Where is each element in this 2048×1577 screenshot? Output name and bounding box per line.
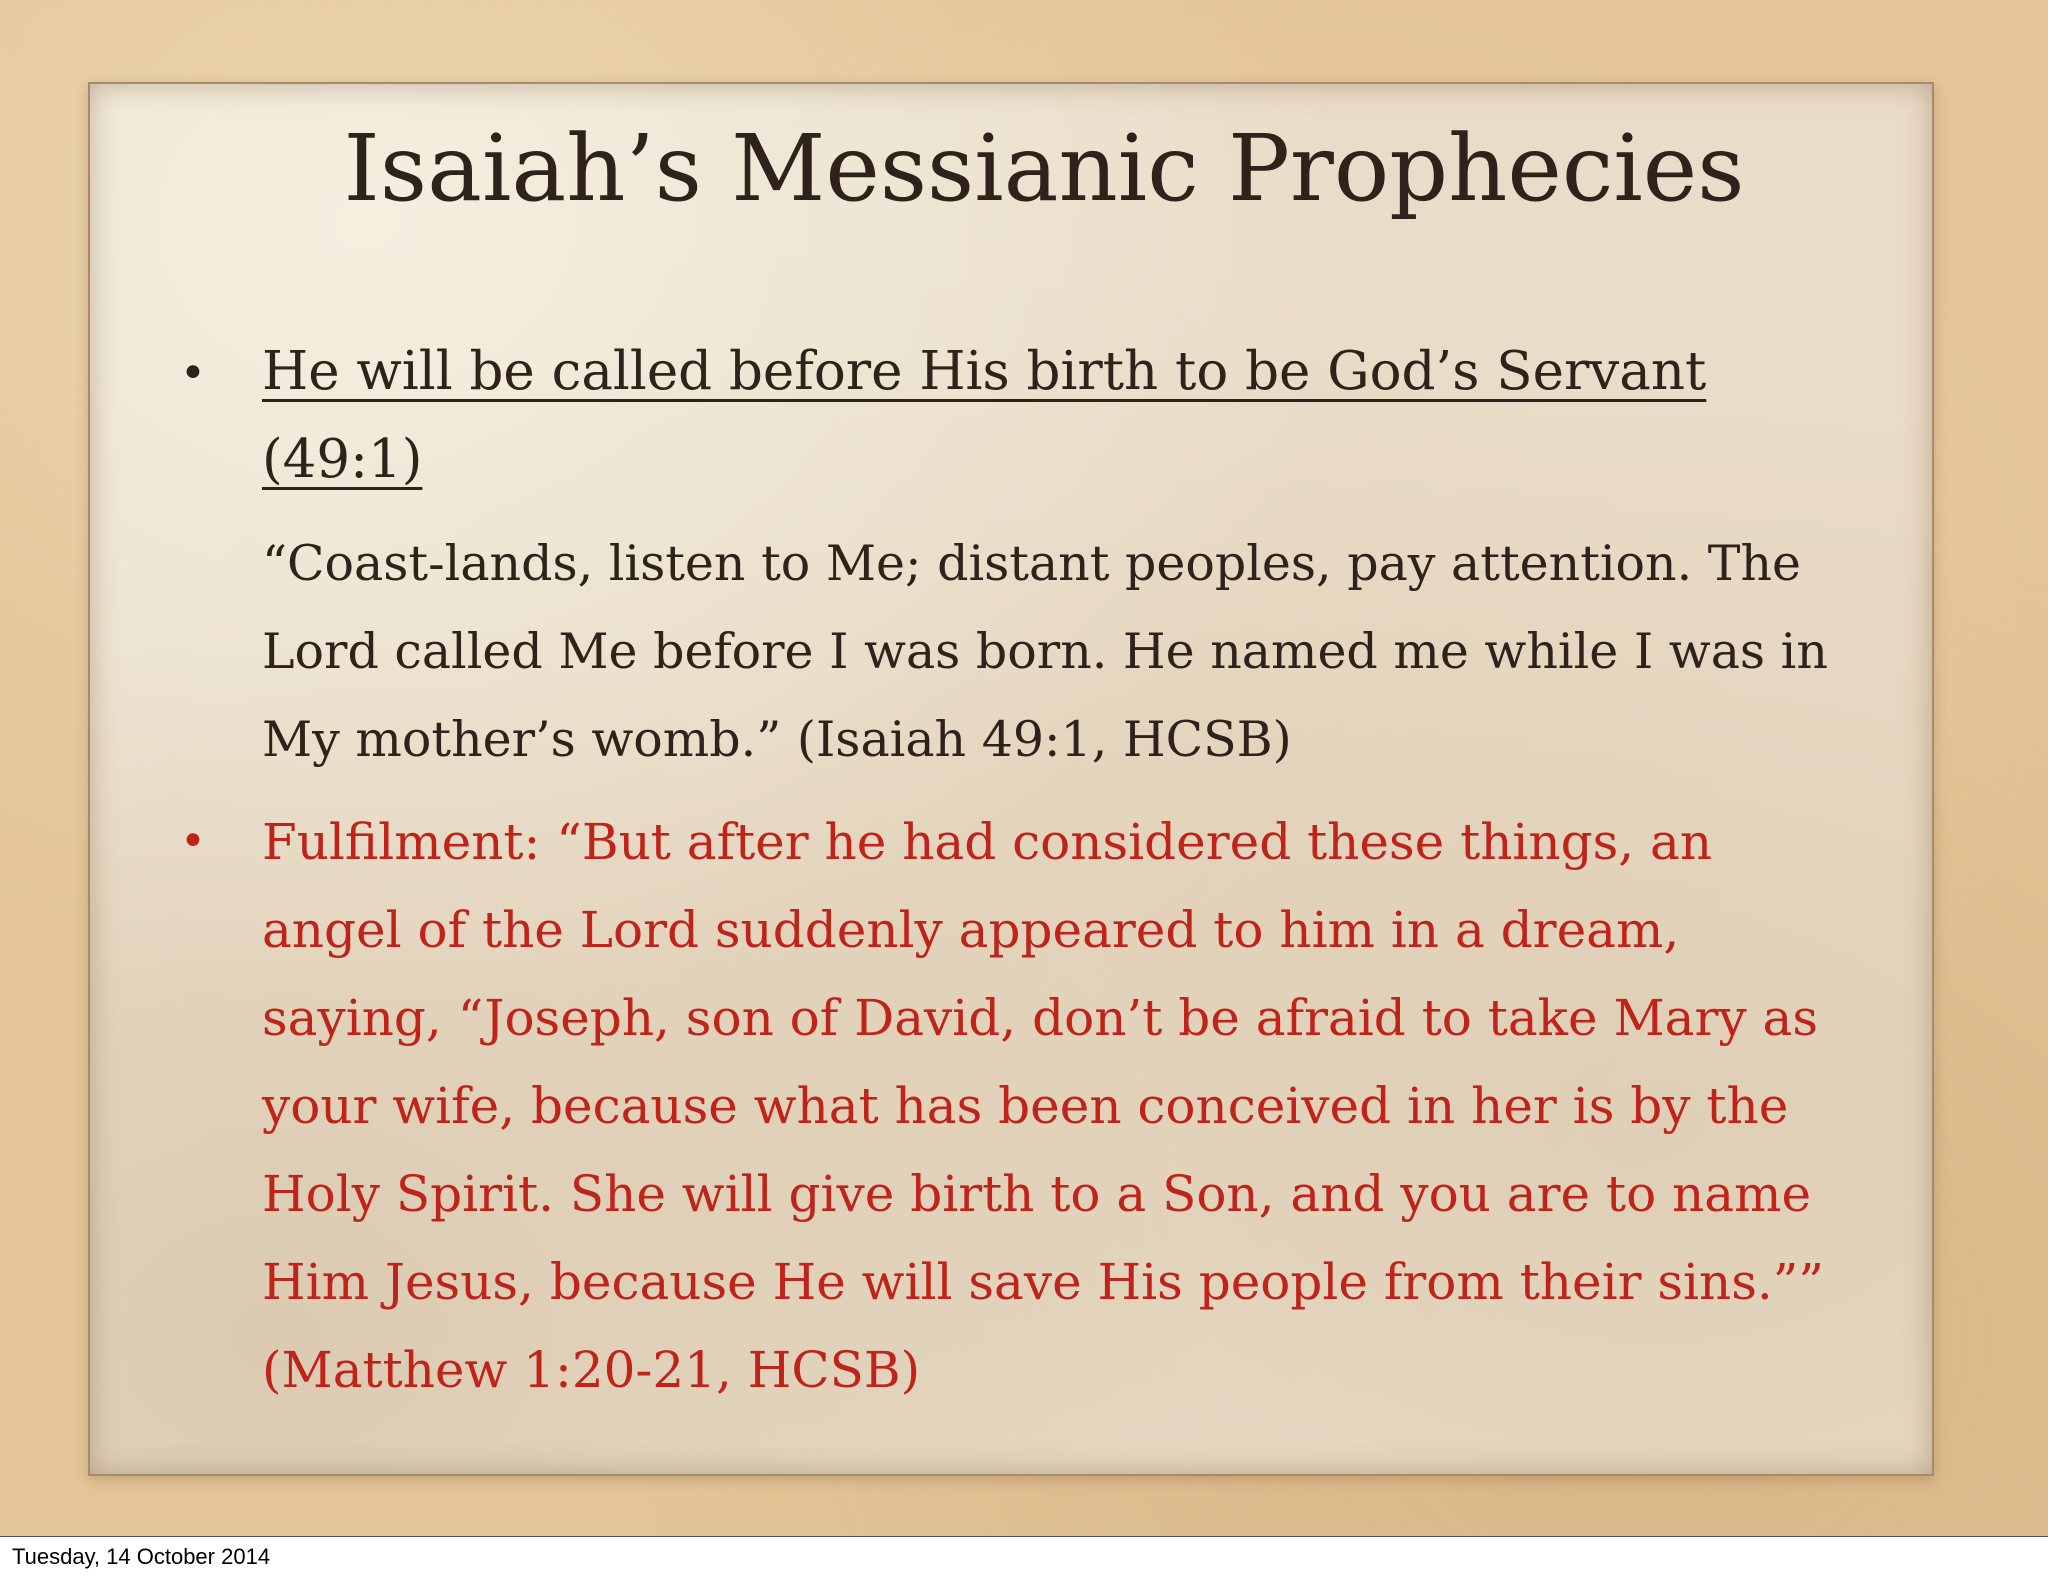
bullet-item-1-quote: “Coast-lands, listen to Me; distant peoples, pay attention. The Lord called Me before I was born. He named me while I was in My mother’s womb.” (Isaiah 49:1, HCSB) [262, 535, 1828, 768]
slide-title: Isaiah’s Messianic Prophecies [343, 115, 1745, 222]
print-footer [0, 1536, 2048, 1577]
bullet-marker-2: • [180, 816, 206, 867]
footer-date: Tuesday, 14 October 2014 [12, 1544, 271, 1569]
bullet-marker-1: • [180, 348, 206, 399]
bullet-item-1: He will be called before His birth to be God’s Servant (49:1) [262, 341, 1707, 490]
bullet-item-2: Fulfilment: “But after he had considered these things, an angel of the Lord suddenly appeared to him in a dream, saying, “Joseph, son of David, don’t be afraid to take Mary as your wife, because what has been conceived in her is by the Holy Spirit. She will give birth to a Son, and you are to name Him Jesus, because He will save His people from their sins.”” (Matthew 1:20-21, HCSB) [262, 813, 1824, 1399]
